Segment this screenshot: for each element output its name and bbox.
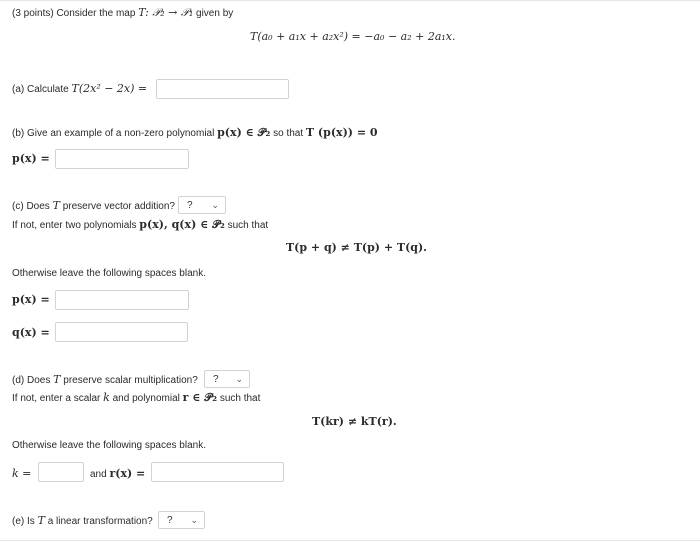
part-d-select[interactable] [204, 370, 250, 388]
part-c-ifnot [12, 218, 268, 232]
bottom-divider [0, 540, 700, 541]
part-c-T: T [52, 199, 60, 212]
part-c-question-text: preserve vector addition? [62, 201, 175, 212]
part-b-condition: T (p(x)) = 0 [305, 126, 378, 139]
part-b-poly: p(x) ∈ 𝒫₂ [217, 126, 271, 139]
part-a-expression: T(2x² − 2x) = [71, 82, 148, 95]
part-c-polys: p(x), q(x) ∈ 𝒫₂ [139, 218, 225, 231]
part-d-ifnot-text: If not, enter a scalar [12, 393, 101, 404]
part-c-inequality: T(p + q) ≠ T(p) + T(q). [286, 241, 428, 254]
part-d-k-input[interactable] [38, 462, 84, 482]
top-divider [0, 0, 700, 1]
map-definition: T: 𝒫₂ → 𝒫₁ [138, 6, 194, 19]
part-b-answer-input[interactable] [55, 149, 189, 169]
part-e-select-value: ? [167, 515, 173, 526]
part-c-p-label: p(x) = [12, 293, 50, 306]
part-d-question [12, 373, 198, 386]
part-a-answer-input[interactable] [156, 79, 289, 99]
part-d-ifnot [12, 391, 260, 405]
map-formula: T(a₀ + a₁x + a₂x²) = −a₀ − a₂ + 2a₁x. [250, 30, 456, 43]
part-c-q-label: q(x) = [12, 326, 50, 339]
part-b-so-that: so that [273, 128, 304, 139]
part-c-question [12, 199, 175, 212]
part-b-label: (b) Give an example of a non-zero polynomial [12, 128, 215, 139]
part-e-select[interactable] [158, 511, 205, 529]
part-d-k-label: k = [12, 467, 32, 480]
part-b-prompt [12, 126, 378, 140]
part-c-ifnot-text: If not, enter two polynomials [12, 220, 137, 231]
part-c-p-input[interactable] [55, 290, 189, 310]
part-c-label: (c) Does [12, 201, 50, 212]
part-b-px-label: p(x) = [12, 152, 50, 165]
intro-text: (3 points) Consider the map [12, 8, 136, 19]
part-d-and-text: and [90, 469, 107, 480]
part-e-label: (e) Is [12, 516, 35, 527]
part-a-label: (a) Calculate [12, 84, 69, 95]
given-by-text: given by [196, 8, 234, 19]
part-d-blank-note: Otherwise leave the following spaces blank. [12, 440, 206, 451]
part-d-and-polynomial: and polynomial [112, 393, 180, 404]
part-c-select-value: ? [187, 200, 193, 211]
chevron-down-icon: ⌄ [211, 200, 219, 210]
part-c-select[interactable] [178, 196, 226, 214]
chevron-down-icon: ⌄ [235, 374, 243, 384]
part-d-r-label: r(x) = [109, 467, 146, 480]
part-c-q-input[interactable] [55, 322, 188, 342]
part-d-question-text: preserve scalar multiplication? [63, 375, 198, 386]
part-d-T: T [53, 373, 61, 386]
part-c-blank-note: Otherwise leave the following spaces blank. [12, 268, 206, 279]
part-e-question [12, 514, 153, 527]
part-a-prompt [12, 82, 147, 95]
part-d-k: k [103, 391, 110, 404]
problem-intro [12, 6, 233, 20]
part-d-inequality: T(kr) ≠ kT(r). [312, 415, 397, 428]
part-d-label: (d) Does [12, 375, 51, 386]
part-d-r-input[interactable] [151, 462, 284, 482]
part-d-and [90, 467, 145, 480]
part-c-such-that: such that [227, 220, 269, 231]
part-d-select-value: ? [213, 374, 219, 385]
part-e-T: T [37, 514, 45, 527]
part-d-r: r ∈ 𝒫₂ [182, 391, 218, 404]
chevron-down-icon: ⌄ [190, 515, 198, 525]
part-d-such-that: such that [219, 393, 261, 404]
part-e-question-text: a linear transformation? [47, 516, 153, 527]
